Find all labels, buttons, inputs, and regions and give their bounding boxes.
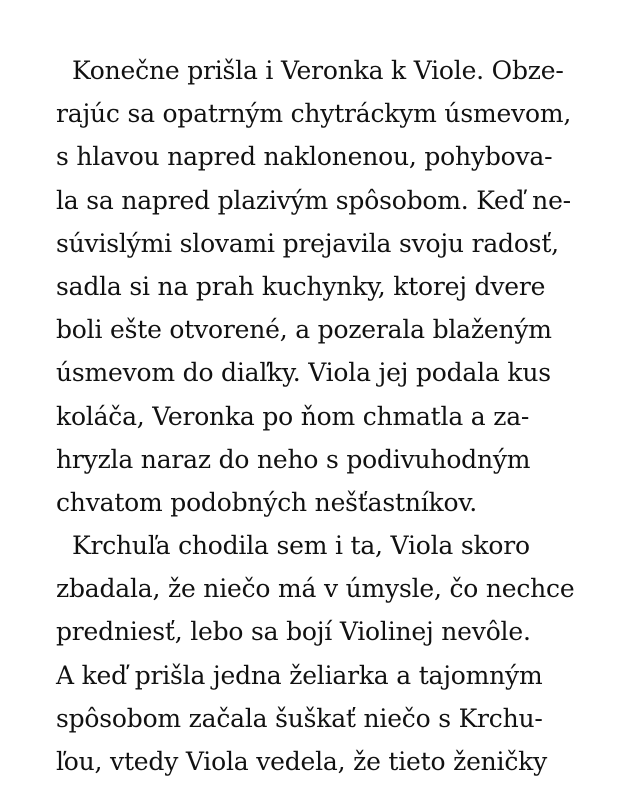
text-line: úsmevom do diaľky. Viola jej podala kus <box>56 358 551 388</box>
text-line: chvatom podobných nešťastníkov. <box>56 487 478 517</box>
text-line: hryzla naraz do neho s podivuhodným <box>56 444 531 474</box>
text-line: Krchuľa chodila sem i ta, Viola skoro <box>72 531 530 561</box>
text-line: s hlavou napred naklonenou, pohybova- <box>56 142 553 172</box>
text-line: Konečne prišla i Veronka k Viole. Obze- <box>72 56 564 85</box>
text-line: predniesť, lebo sa bojí Violinej nevôle. <box>56 617 531 647</box>
body-text <box>56 49 596 783</box>
text-line: A keď prišla jedna želiarka a tajomným <box>56 660 543 690</box>
text-line: koláča, Veronka po ňom chmatla a za- <box>56 401 530 431</box>
text-line: zbadala, že niečo má v úmysle, čo nechce <box>56 574 575 604</box>
text-line: sadla si na prah kuchynky, ktorej dvere <box>56 271 546 301</box>
text-line: ľou, vtedy Viola vedela, že tieto ženičky <box>56 747 548 776</box>
text-line: súvislými slovami prejavila svoju radosť, <box>56 228 559 258</box>
text-line: boli ešte otvorené, a pozerala blaženým <box>56 315 552 345</box>
text-line: spôsobom začala šuškať niečo s Krchu- <box>56 703 543 733</box>
text-line: la sa napred plazivým spôsobom. Keď ne- <box>56 185 571 215</box>
text-line: rajúc sa opatrným chytráckym úsmevom, <box>56 99 572 129</box>
